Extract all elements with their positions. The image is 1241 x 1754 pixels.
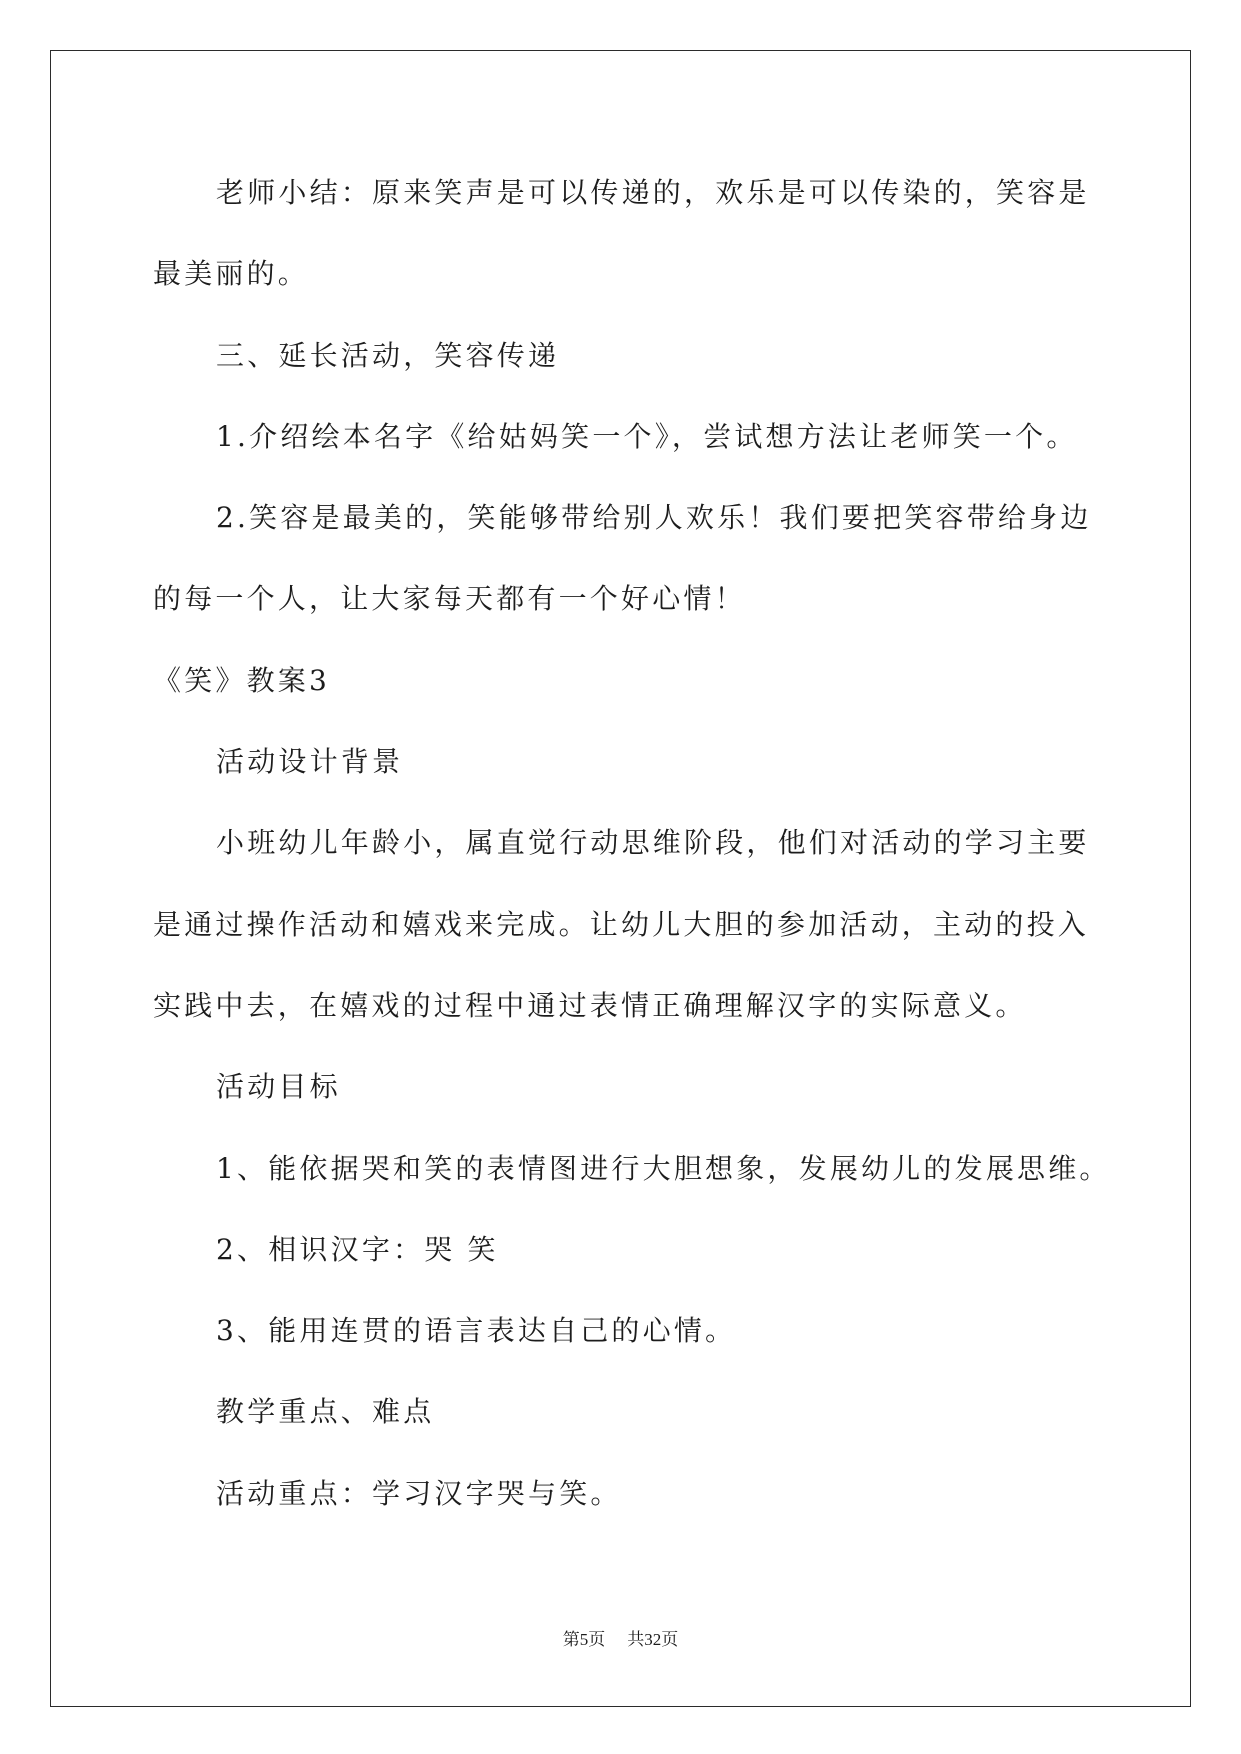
section-heading-goals xyxy=(153,1046,1153,1127)
page-content xyxy=(153,152,1153,1534)
page-number: 第5页 xyxy=(562,1630,606,1649)
lesson-plan-title xyxy=(153,640,1153,721)
extension-item-2 xyxy=(153,477,1153,640)
document-title: 《笑》教案3 xyxy=(153,663,331,697)
section-heading-background xyxy=(153,721,1153,802)
section-heading: 活动目标 xyxy=(216,1070,341,1104)
section-heading-extension xyxy=(153,315,1153,396)
text-line: 最美丽的。 xyxy=(153,257,310,291)
summary-paragraph xyxy=(153,152,1153,315)
page-footer xyxy=(0,1628,1241,1652)
section-heading: 三、延长活动，笑容传递 xyxy=(216,338,560,372)
text-line: 实践中去，在嬉戏的过程中通过表情正确理解汉字的实际意义。 xyxy=(153,988,1027,1022)
section-heading: 活动设计背景 xyxy=(216,745,404,779)
text-line: 小班幼儿年龄小，属直觉行动思维阶段，他们对活动的学习主要 xyxy=(216,826,1090,860)
list-item: 2、相识汉字：哭 笑 xyxy=(216,1232,499,1266)
text-line: 活动重点：学习汉字哭与笑。 xyxy=(216,1476,622,1510)
list-item: 1、能依据哭和笑的表情图进行大胆想象，发展幼儿的发展思维。 xyxy=(216,1151,1111,1185)
text-line: 2.笑容是最美的，笑能够带给别人欢乐！我们要把笑容带给身边 xyxy=(216,501,1092,535)
section-heading: 教学重点、难点 xyxy=(216,1395,435,1429)
background-paragraph xyxy=(153,802,1153,1046)
text-line: 的每一个人，让大家每天都有一个好心情！ xyxy=(153,582,746,616)
extension-item-1 xyxy=(153,396,1153,477)
goals-list xyxy=(153,1128,1153,1372)
page-count: 共32页 xyxy=(627,1630,679,1649)
text-line: 是通过操作活动和嬉戏来完成。让幼儿大胆的参加活动，主动的投入 xyxy=(153,907,1090,941)
section-heading-key-points xyxy=(153,1371,1153,1452)
text-line: 老师小结：原来笑声是可以传递的，欢乐是可以传染的，笑容是 xyxy=(216,176,1090,209)
key-points-paragraph xyxy=(153,1453,1153,1534)
text-line: 1.介绍绘本名字《给姑妈笑一个》，尝试想方法让老师笑一个。 xyxy=(216,419,1078,453)
list-item: 3、能用连贯的语言表达自己的心情。 xyxy=(216,1314,737,1348)
